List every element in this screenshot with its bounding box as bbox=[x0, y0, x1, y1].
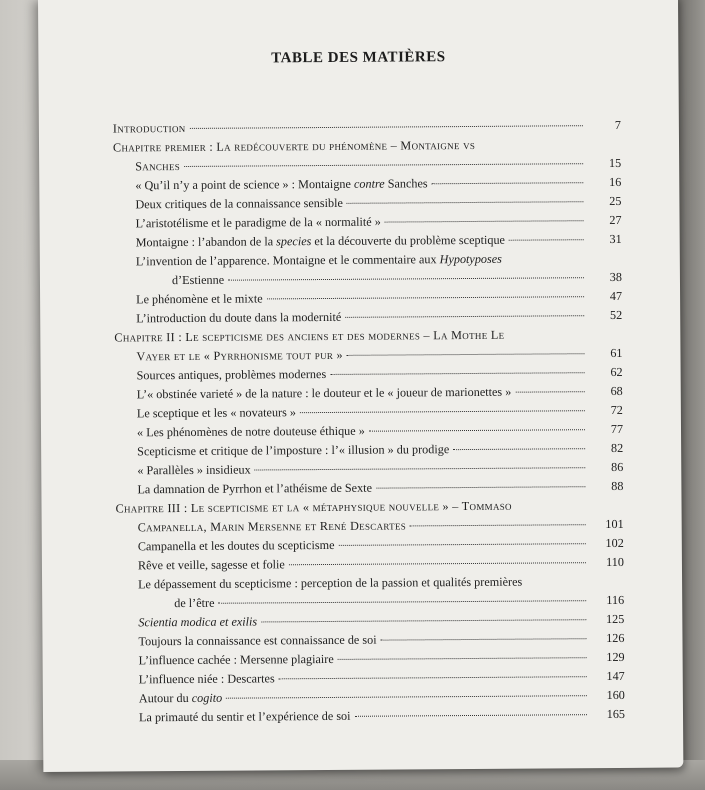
page-number: 165 bbox=[606, 706, 626, 722]
page-number: 88 bbox=[611, 478, 624, 494]
page-number: 129 bbox=[606, 649, 625, 665]
entry-label: Scientia modica et exilis bbox=[138, 614, 258, 630]
entry-label: « Les phénomènes de notre douteuse éthique » bbox=[136, 423, 365, 440]
page-title: TABLE DES MATIÈRES bbox=[271, 49, 446, 67]
dot-leader bbox=[300, 409, 585, 413]
dot-leader bbox=[410, 523, 586, 526]
dot-leader bbox=[432, 181, 584, 184]
entry-label: Montaigne : l’abandon de la species et la découverte du problème sceptique bbox=[135, 232, 505, 250]
dot-leader bbox=[279, 675, 587, 679]
dot-leader bbox=[355, 713, 587, 717]
entry-label: Introduction bbox=[112, 120, 186, 136]
page-number: 68 bbox=[610, 383, 623, 399]
dot-leader bbox=[226, 694, 587, 699]
page-number: 126 bbox=[606, 630, 625, 646]
chapter-2-heading: Chapitre II : Le scepticisme des anciens et des modernes – La Mothe Le bbox=[114, 327, 505, 345]
dot-leader bbox=[385, 219, 584, 222]
entry-label: Autour du cogito bbox=[138, 690, 223, 706]
dot-leader bbox=[347, 200, 584, 204]
page-number: 38 bbox=[609, 269, 622, 285]
chapter-1-heading: Chapitre premier : La redécouverte du phénomène – Montaigne vs bbox=[112, 137, 476, 155]
page-number: 77 bbox=[610, 421, 624, 437]
dot-leader bbox=[515, 390, 584, 392]
dot-leader bbox=[267, 295, 584, 299]
entry-label: Le phénomène et le mixte bbox=[136, 291, 263, 307]
entry-label: Scepticisme et critique de l’imposture : l’« illusion » du prodige bbox=[137, 442, 450, 459]
page-number: 16 bbox=[609, 174, 622, 190]
entry-label: d’Estienne bbox=[171, 272, 225, 288]
entry-label: « Qu’il n’y a point de science » : Montaigne contre Sanches bbox=[135, 176, 428, 193]
entry-label: de l’être bbox=[174, 595, 215, 611]
page-number: 27 bbox=[609, 212, 622, 228]
page-number: 116 bbox=[606, 592, 625, 608]
page-number: 102 bbox=[605, 535, 624, 551]
entry-label: L’introduction du doute dans la modernité bbox=[136, 309, 342, 326]
dot-leader bbox=[347, 352, 585, 356]
dot-leader bbox=[289, 561, 586, 565]
dot-leader bbox=[509, 238, 584, 241]
entry-label: Rêve et veille, sagesse et folie bbox=[137, 557, 285, 573]
page-number: 52 bbox=[609, 307, 623, 323]
dot-leader bbox=[453, 447, 585, 450]
dot-leader bbox=[228, 276, 584, 280]
entry-label: La primauté du sentir et l’expérience de soi bbox=[138, 708, 351, 725]
entry-label: Campanella, Marin Mersenne et René Descartes bbox=[137, 518, 407, 535]
page-number: 101 bbox=[605, 516, 624, 532]
toc-entry bbox=[117, 707, 625, 730]
page-number: 61 bbox=[610, 345, 623, 361]
page-number: 7 bbox=[614, 117, 621, 132]
entry-label: L’« obstinée varieté » de la nature : le douteur et le « joueur de marionettes » bbox=[136, 384, 512, 402]
page-number: 47 bbox=[609, 288, 623, 304]
toc-entry-line1: Le dépassement du scepticisme : perception de la passion et qualités premières bbox=[138, 574, 523, 592]
dot-leader bbox=[218, 599, 586, 604]
page-number: 86 bbox=[611, 459, 624, 475]
page-number: 147 bbox=[606, 668, 625, 684]
dot-leader bbox=[338, 656, 587, 660]
chapter-3-heading: Chapitre III : Le scepticisme et la « métaphysique nouvelle » – Tommaso bbox=[115, 498, 512, 516]
page-number: 31 bbox=[609, 231, 622, 247]
entry-label: Campanella et les doutes du scepticisme bbox=[137, 537, 335, 554]
table-of-contents bbox=[113, 118, 625, 730]
page-number: 25 bbox=[609, 193, 622, 209]
dot-leader bbox=[376, 485, 585, 488]
page-number: 15 bbox=[608, 155, 622, 171]
dot-leader bbox=[255, 466, 586, 470]
dot-leader bbox=[330, 371, 584, 375]
entry-label: « Parallèles » insidieux bbox=[137, 462, 251, 478]
toc-entry-line1: L’invention de l’apparence. Montaigne et le commentaire aux Hypotyposes bbox=[135, 251, 502, 269]
page-number: 110 bbox=[606, 554, 624, 570]
dot-leader bbox=[345, 314, 584, 318]
entry-label: La damnation de Pyrrhon et l’athéisme de Sexte bbox=[137, 480, 373, 497]
entry-label: Toujours la connaissance est connaissance de soi bbox=[138, 632, 377, 649]
dot-leader bbox=[338, 542, 585, 546]
entry-label: Le sceptique et les « novateurs » bbox=[136, 405, 296, 421]
page-number: 160 bbox=[606, 687, 625, 703]
dot-leader bbox=[261, 618, 586, 622]
entry-label: L’influence cachée : Mersenne plagiaire bbox=[138, 651, 334, 668]
dot-leader bbox=[184, 162, 583, 167]
entry-label: Deux critiques de la connaissance sensible bbox=[135, 195, 343, 212]
dot-leader bbox=[381, 637, 587, 640]
entry-label: Vayer et le « Pyrrhonisme tout pur » bbox=[136, 347, 343, 364]
book-page bbox=[38, 0, 683, 772]
entry-label: Sources antiques, problèmes modernes bbox=[136, 366, 327, 383]
dot-leader bbox=[369, 428, 585, 432]
page-number: 62 bbox=[610, 364, 623, 380]
page-number: 125 bbox=[606, 611, 625, 627]
entry-label: Sanches bbox=[135, 159, 181, 174]
page-number: 72 bbox=[610, 402, 623, 418]
page-number: 82 bbox=[610, 440, 624, 456]
dot-leader bbox=[190, 124, 583, 129]
entry-label: L’influence niée : Descartes bbox=[138, 671, 275, 687]
entry-label: L’aristotélisme et le paradigme de la « normalité » bbox=[135, 214, 381, 231]
